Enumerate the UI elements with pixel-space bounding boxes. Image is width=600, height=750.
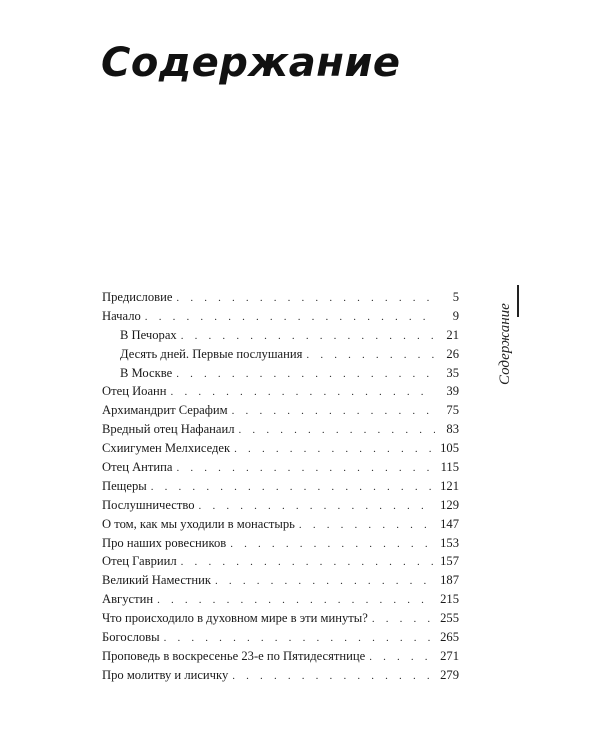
- toc-entry-title: Пещеры: [102, 478, 147, 493]
- dot-leader: [199, 497, 435, 516]
- toc-entry-page-number: 26: [446, 346, 459, 361]
- toc-entry-page-number: 147: [440, 516, 459, 531]
- dot-leader: [176, 289, 435, 308]
- dot-leader: [176, 365, 435, 384]
- dot-leader: [230, 535, 435, 554]
- toc-entry: [102, 628, 459, 647]
- toc-entry-title: Отец Иоанн: [102, 384, 167, 399]
- toc-entry-title: Богословы: [102, 630, 160, 645]
- toc-entry-page-number: 215: [440, 592, 459, 607]
- toc-entry-title: О том, как мы уходили в монастырь: [102, 516, 295, 531]
- toc-entry-title: Отец Антипа: [102, 460, 173, 475]
- toc-entry-page-number: 9: [452, 308, 459, 323]
- toc-entry-title: В Печорах: [120, 327, 177, 342]
- running-header: [495, 285, 519, 395]
- dot-leader: [164, 629, 435, 648]
- toc-entry: [102, 345, 459, 364]
- toc-entry-title: Десять дней. Первые послушания: [120, 346, 303, 361]
- toc-entry-title: Схиигумен Мелхиседек: [102, 441, 231, 456]
- table-of-contents: [102, 288, 459, 685]
- toc-entry: [102, 420, 459, 439]
- dot-leader: [151, 478, 435, 497]
- toc-entry: [102, 439, 459, 458]
- toc-entry-page-number: 121: [440, 478, 459, 493]
- toc-entry: [102, 496, 459, 515]
- dot-leader: [181, 327, 435, 346]
- toc-entry: [102, 307, 459, 326]
- toc-entry-title: Что происходило в духовном мире в эти минуты?: [102, 611, 368, 626]
- dot-leader: [306, 346, 435, 365]
- toc-entry-page-number: 35: [446, 365, 459, 380]
- toc-entry-page-number: 271: [440, 648, 459, 663]
- dot-leader: [232, 402, 435, 421]
- toc-entry: [102, 609, 459, 628]
- dot-leader: [157, 591, 435, 610]
- toc-entry-page-number: 157: [440, 554, 459, 569]
- toc-entry-page-number: 115: [440, 460, 459, 475]
- toc-entry: [102, 458, 459, 477]
- toc-entry: [102, 401, 459, 420]
- toc-entry: [102, 515, 459, 534]
- running-header-rule: [517, 285, 519, 317]
- toc-entry-page-number: 255: [440, 611, 459, 626]
- toc-entry-title: Отец Гавриил: [102, 554, 177, 569]
- dot-leader: [181, 553, 435, 572]
- toc-entry-page-number: 21: [446, 327, 459, 342]
- dot-leader: [372, 610, 435, 629]
- dot-leader: [176, 459, 435, 478]
- toc-entry-title: Начало: [102, 308, 141, 323]
- toc-entry: [102, 590, 459, 609]
- toc-entry-page-number: 279: [440, 667, 459, 682]
- toc-entry: [102, 382, 459, 401]
- toc-entry: [102, 364, 459, 383]
- toc-entry: [102, 571, 459, 590]
- page-title: Содержание: [101, 40, 401, 86]
- toc-entry: [102, 326, 459, 345]
- toc-entry-page-number: 75: [446, 403, 459, 418]
- toc-entry-page-number: 5: [452, 290, 459, 304]
- toc-entry-title: Про молитву и лисичку: [102, 667, 229, 682]
- toc-entry: [102, 477, 459, 496]
- dot-leader: [369, 648, 435, 667]
- toc-entry-title: Проповедь в воскресенье 23-е по Пятидесятнице: [102, 648, 366, 663]
- toc-entry: [102, 552, 459, 571]
- dot-leader: [239, 421, 435, 440]
- dot-leader: [234, 440, 435, 459]
- toc-entry-title: Великий Наместник: [102, 573, 212, 588]
- toc-entry-page-number: 39: [446, 384, 459, 399]
- toc-entry-title: Предисловие: [102, 290, 173, 304]
- toc-entry: [102, 647, 459, 666]
- toc-entry-page-number: 265: [440, 630, 459, 645]
- toc-entry-title: Про наших ровесников: [102, 535, 227, 550]
- dot-leader: [232, 667, 435, 686]
- toc-entry-title: Послушничество: [102, 497, 195, 512]
- toc-entry-page-number: 105: [440, 441, 459, 456]
- dot-leader: [171, 383, 435, 402]
- toc-entry-title: Архимандрит Серафим: [102, 403, 228, 418]
- toc-entry: [102, 288, 459, 307]
- toc-entry-title: В Москве: [120, 365, 173, 380]
- toc-entry: [102, 666, 459, 685]
- dot-leader: [299, 516, 435, 535]
- dot-leader: [145, 308, 435, 327]
- toc-entry-title: Августин: [102, 592, 154, 607]
- running-header-label: Содержание: [497, 303, 513, 385]
- toc-entry-title: Вредный отец Нафанаил: [102, 422, 235, 437]
- dot-leader: [215, 572, 435, 591]
- toc-entry-page-number: 129: [440, 497, 459, 512]
- toc-entry-page-number: 187: [440, 573, 459, 588]
- toc-entry-page-number: 153: [440, 535, 459, 550]
- toc-entry: [102, 534, 459, 553]
- toc-entry-page-number: 83: [446, 422, 459, 437]
